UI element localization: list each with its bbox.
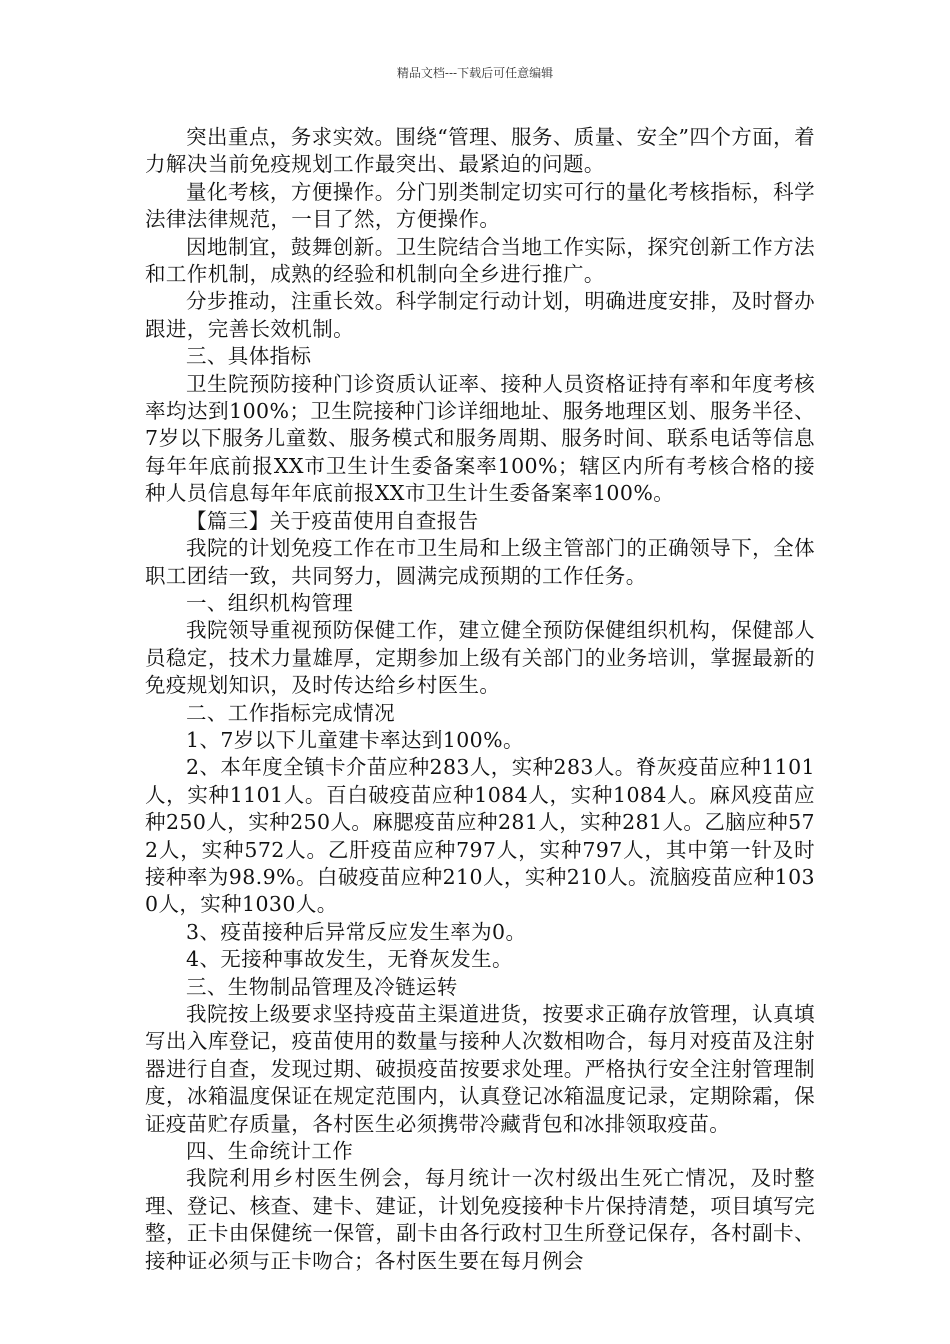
- section-heading-vital-statistics: 四、生命统计工作: [186, 1139, 354, 1164]
- page-header: 精品文档---下载后可任意编辑: [396, 66, 554, 80]
- paragraph-step-by-step: 分步推动，注重长效。科学制定行动计划，明确进度安排，及时督办跟进，完善长效机制。: [145, 289, 815, 341]
- list-item-vaccination-counts: 2、本年度全镇卡介苗应种283人，实种283人。脊灰疫苗应种1101人，实种1101人。百白破疫苗应种1084人，实种1084人。麻风疫苗应种250人，实种250人。麻腮疫苗应种281人，实种281人。乙脑应种572人，实种572人。乙肝疫苗应种797人，实种797人，其中第一针及时接种率为98.9%。白破疫苗应种210人，实种210人。流脑疫苗应种1030人，实种1030人。: [145, 755, 815, 917]
- list-item-card-rate: 1、7岁以下儿童建卡率达到100%。: [186, 727, 524, 752]
- paragraph-cold-chain: 我院按上级要求坚持疫苗主渠道进货，按要求正确存放管理，认真填写出入库登记，疫苗使用的数量与接种人次数相吻合，每月对疫苗及注射器进行自查，发现过期、破损疫苗按要求处理。严格执行安全注射管理制度，冰箱温度保证在规定范围内，认真登记冰箱温度记录，定期除霜，保证疫苗贮存质量，各村医生必须携带冷藏背包和冰排领取疫苗。: [145, 1002, 815, 1136]
- paragraph-vital-statistics: 我院利用乡村医生例会，每月统计一次村级出生死亡情况，及时整理、登记、核查、建卡、建证，计划免疫接种卡片保持清楚，项目填写完整，正卡由保健统一保管，副卡由各行政村卫生所登记保存，各村副卡、接种证必须与正卡吻合；各村医生要在每月例会: [145, 1166, 815, 1273]
- section-heading-organization: 一、组织机构管理: [186, 590, 354, 615]
- paragraph-quantified-assessment: 量化考核，方便操作。分门别类制定切实可行的量化考核指标，科学法律法律规范，一目了然，方便操作。: [145, 179, 815, 232]
- paragraph-organization: 我院领导重视预防保健工作，建立健全预防保健组织机构，保健部人员稳定，技术力量雄厚，定期参加上级有关部门的业务培训，掌握最新的免疫规划知识，及时传达给乡村医生。: [145, 618, 815, 698]
- paragraph-intro: 我院的计划免疫工作在市卫生局和上级主管部门的正确领导下，全体职工团结一致，共同努力，圆满完成预期的工作任务。: [145, 536, 815, 588]
- document-body: [145, 124, 815, 1275]
- chapter-title-part-three: 【篇三】关于疫苗使用自查报告: [186, 508, 479, 533]
- section-heading-specific-indicators: 三、具体指标: [186, 344, 312, 369]
- section-heading-indicator-completion: 二、工作指标完成情况: [186, 700, 395, 725]
- paragraph-local-innovation: 因地制宜，鼓舞创新。卫生院结合当地工作实际，探究创新工作方法和工作机制，成熟的经验和机制向全乡进行推广。: [145, 234, 815, 287]
- paragraph-focus-priorities: 突出重点，务求实效。围绕“管理、服务、质量、安全”四个方面，着力解决当前免疫规划工作最突出、最紧迫的问题。: [145, 125, 815, 177]
- list-item-no-accidents: 4、无接种事故发生，无脊灰发生。: [186, 947, 513, 972]
- list-item-adverse-reaction: 3、疫苗接种后异常反应发生率为0。: [186, 919, 527, 944]
- section-heading-cold-chain: 三、生物制品管理及冷链运转: [186, 974, 458, 999]
- paragraph-indicators: 卫生院预防接种门诊资质认证率、接种人员资格证持有率和年度考核率均达到100%；卫生院接种门诊详细地址、服务地理区划、服务半径、7岁以下服务儿童数、服务模式和服务周期、服务时间、联系电话等信息每年年底前报XX市卫生计生委备案率100%；辖区内所有考核合格的接种人员信息每年年底前报XX市卫生计生委备案率100%。: [145, 371, 815, 506]
